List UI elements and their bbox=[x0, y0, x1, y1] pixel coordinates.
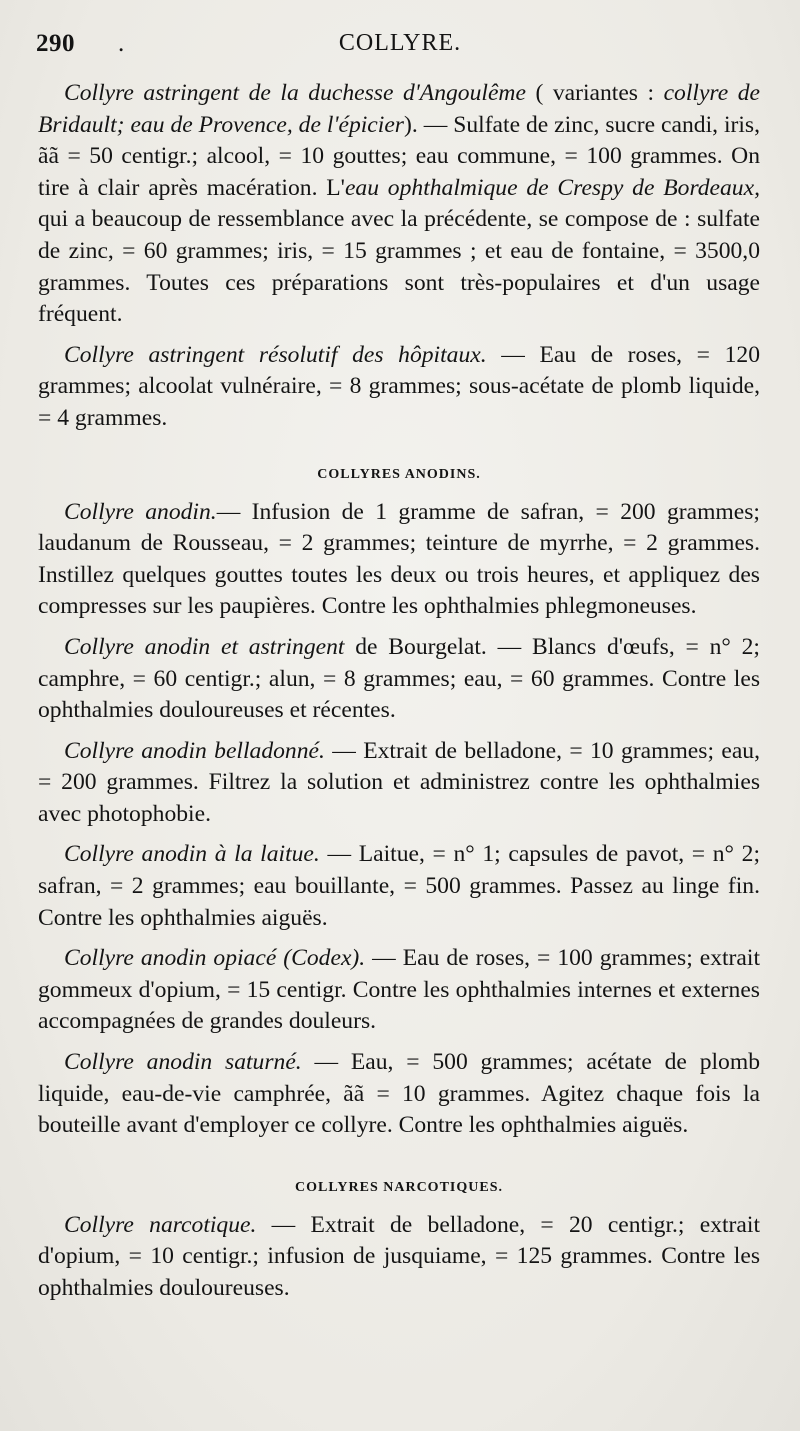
entry-title: Collyre astringent résolutif des hôpitaux. bbox=[64, 341, 487, 368]
section-heading-narcotiques: COLLYRES NARCOTIQUES. bbox=[295, 1179, 503, 1195]
section-heading-anodins: COLLYRES ANODINS. bbox=[317, 466, 481, 482]
paragraph-collyre-angouleme: Collyre astringent de la duchesse d'Angoulême ( variantes : collyre de Bridault; eau de Provence, de l'épicier). — Sulfate de zinc, sucre candi, iris, ãã = 50 centigr.; alcool, = 10 gouttes; eau commune, = 100 grammes. On tire à clair après macération. L'eau ophthalmique de Crespy de Bordeaux, qui a beaucoup de ressemblance avec la précédente, se compose de : sulfate de zinc, = 60 grammes; iris, = 15 grammes ; et eau de fontaine, = 3500,0 grammes. Toutes ces préparations sont très-populaires et d'un usage fréquent. bbox=[38, 80, 761, 328]
page-number: 290 bbox=[36, 30, 75, 57]
entry-variants: collyre de Bridault; eau de Provence, de l'épicier bbox=[38, 80, 760, 138]
paragraph-collyre-anodin-opiace: Collyre anodin opiacé (Codex). — Eau de roses, = 100 grammes; extrait gommeux d'opium, = 15 centigr. Contre les ophthalmies internes et externes accompagnées de grandes douleurs. bbox=[38, 945, 760, 1035]
paragraph-collyre-narcotique: Collyre narcotique. — Extrait de belladone, = 20 centigr.; extrait d'opium, = 10 centigr.; infusion de jusquiame, = 125 grammes. Contre les ophthalmies douloureuses. bbox=[38, 1211, 760, 1301]
entry-title: Collyre anodin opiacé (Codex). bbox=[64, 945, 366, 972]
paragraph-collyre-hopitaux: Collyre astringent résolutif des hôpitaux. — Eau de roses, = 120 grammes; alcoolat vulnéraire, = 8 grammes; sous-acétate de plomb liquide, = 4 grammes. bbox=[38, 341, 760, 431]
entry-title: Collyre astringent de la duchesse d'Angoulême bbox=[64, 80, 526, 106]
entry-title: Collyre narcotique. bbox=[64, 1211, 257, 1238]
entry-title: Collyre anodin et astringent bbox=[64, 633, 345, 660]
entry-title: Collyre anodin à la laitue. bbox=[64, 841, 320, 868]
page-header bbox=[36, 30, 764, 66]
header-dot: . bbox=[118, 30, 125, 57]
paragraph-collyre-anodin-belladonne: Collyre anodin belladonné. — Extrait de belladone, = 10 grammes; eau, = 200 grammes. Filtrez la solution et administrez contre les ophthalmies avec photophobie. bbox=[38, 737, 760, 827]
paragraph-collyre-anodin-saturne: Collyre anodin saturné. — Eau, = 500 grammes; acétate de plomb liquide, eau-de-vie camphrée, ãã = 10 grammes. Agitez chaque fois la bouteille avant d'employer ce collyre. Contre les ophthalmies aiguës. bbox=[38, 1049, 760, 1139]
entry-title: Collyre anodin. bbox=[64, 498, 217, 525]
paragraph-collyre-anodin-astringent: Collyre anodin et astringent de Bourgelat. — Blancs d'œufs, = n° 2; camphre, = 60 centigr.; alun, = 8 grammes; eau, = 60 grammes. Contre les ophthalmies douloureuses et récentes. bbox=[38, 633, 760, 724]
body-text bbox=[38, 78, 760, 1305]
paragraph-collyre-anodin-laitue: Collyre anodin à la laitue. — Laitue, = n° 1; capsules de pavot, = n° 2; safran, = 2 grammes; eau bouillante, = 500 grammes. Passez au linge fin. Contre les ophthalmies aiguës. bbox=[38, 841, 760, 931]
entry-title-secondary: eau ophthalmique de Crespy de Bordeaux, bbox=[344, 174, 760, 201]
running-head: COLLYRE. bbox=[338, 30, 462, 56]
entry-title: Collyre anodin belladonné. bbox=[64, 737, 325, 764]
entry-title: Collyre anodin saturné. bbox=[64, 1049, 302, 1076]
paragraph-collyre-anodin: Collyre anodin.— Infusion de 1 gramme de safran, = 200 grammes; laudanum de Rousseau, = 2 grammes; teinture de myrrhe, = 2 grammes. Instillez quelques gouttes toutes les deux ou trois heures, et appliquez des compresses sur les paupières. Contre les ophthalmies phlegmoneuses. bbox=[38, 498, 760, 620]
